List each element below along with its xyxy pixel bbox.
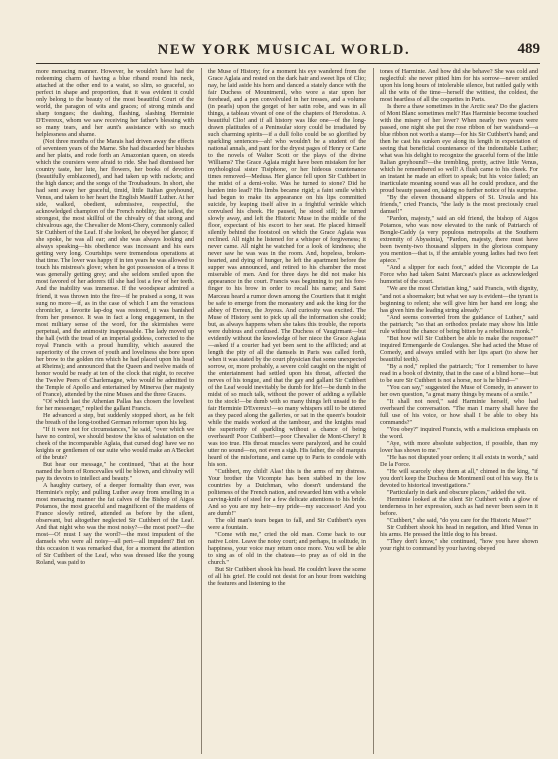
column-2 [208,68,366,754]
paragraph: "By the eleven thousand slippers of St. Ursula and his friends," cried Francis, "the lady is the most preciously cruel damsel!" [380,194,538,216]
paragraph: "But how will Sir Cuthbert be able to make the response?" inquired Ermengarde de Coulanges. She had acted the Muse of Comedy, and always smiled with her lips apart (to show her beautiful teeth). [380,334,538,363]
paragraph: "They don't know," she continued, "how you have shown your right to command by your having obeyed [380,538,538,553]
paragraph: "Particularly in dark and obscure places," added the wit. [387,488,527,496]
paragraph: Sir Cuthbert shook his head in negation, and lifted Venus in his arms. He pressed the little dog to his breast. [380,524,538,539]
column-3 [380,68,538,754]
paragraph: "You obey?" inquired Francis, with a malicious emphasis on the word. [380,425,538,440]
text-columns [36,68,540,754]
page-number: 489 [517,41,540,57]
paragraph: "Cuthbert, my child! Alas! this is the arms of my distress. Your brother the Vicompte has been stabbed in the low countries by a Dutchman, who doesn't understand the politeness of the French nation, and rewarded him with a whole carving-knife of steel for a few delicate attentions to his bride. And so you are my heir—my pride—my successor! And you are dumb!" [208,467,366,517]
paragraph: "We are the most Christian king," said Francis, with dignity, "and not a shoemaker; but what we say is evident—the tyrant is beginning to relent; she will give him her hand ere long; she has given him the leading string already." [380,285,538,314]
header-rule [36,63,540,64]
page-header [28,40,540,62]
paragraph: more menacing manner. However, he wouldn't have had the redeeming charm of having a blue riband round his neck, attached at the other end to a waist, so slim, so graceful, so perfect in shape and proportion, that it was evident it could only belong to the beauty of the most beautiful Court of the world, the paragon of wits and graces; of strong minds and sharp tongues; the dashing, flashing, slashing Herminie D'Evereux, whom we saw receiving her father's blessing with so many tears, and her aunt's assistance with so much helplessness and shame. [36,68,194,139]
paragraph: "And seems converted from the guidance of Luther," said the patriarch; "so that an orthodox prelate may show his little rule without the chance of being bitten by a rebellious monk." [380,313,538,335]
paragraph: (Not three months of the Marais had driven away the effects of seventeen years of the Marne. She had discarded her blushes and her plaits, and rode forth an Amazonian queen, on steeds which the coursiers were afraid to ride. She had dismissed her country taste, her lute, her flowers, her books of devotion (beautifully emblazoned), and had taken up with rackets; and the high dance; and the songs of the Troubadours. In short, she had sent away her graceful, timid, little Italian greyhound, Venus, and taken to her heart the English Mastiff Luther. At her side, walked, obedient, submissive, respectful, the acknowledged champion of the French nobility; the tallest, the strongest, the most skillful of the chivalry of that strong and chivalrous age, the Chevalier de Mont-Chery, commonly called Sir Cuthbert of the Leaf. If she looked, he obeyed her glance; if she spoke, he was all ear; and she was always looking and always speaking—his obedience was incessant and his ears getting very long. Courtships were tremendous operations at that time. The lover was happy if in ten years he was allowed to touch his mistress's glove; when he got possession of a tress it was generally getting grey; and she seldom smiled upon the most favored of her adorers till she had lost a few of her teeth. And the inability was immense. If the woodspear admired a friend, it was thrown into the fire—if he praised a song, it was sung no more—if, as in the case of which I am the veracious chronicler, a favorite lap-dog was restored, it was banished from her presence. It was in fact a long engagement, in the most military sense of the word, for the skirmishes were perpetual, and the animosity inappeasable. The lady moved up the hall (with the tread of an imperial goddess, corrected to the royal Francis with a proud humility, which assured the superiority of the crown of youth and loveliness she bore upon her brow to the golden rim which he had placed upon his head at Rheims); and announced that the Queen and twelve maids of honor would be ready at ten of the clock that night, to receive the Twelve Peers of Charlemagne, who would be admitted to the Temple of Apollo and entertained by Minerva (her majesty of France), attended by the nine Muses and the three Graces. [36,138,194,398]
paragraph: "Pardon, majesty," said an old friend, the bishop of Aigos Potamos, who was now elevated to the rank of Patriarch of Bongle-Caddy (a very populous metropolis at the Southern extremity of Abyssinia), "Pardon, majesty, there must have been twenty-two thousand slippers in the glorious company you mention—that is, if the amiable young ladies had two feet apiece." [380,215,538,265]
paragraph: "Cuthbert," she said, "do you care for the Historic Muse?" [387,517,531,524]
paragraph: "If it were not for circumstances," he said, "over which we have no control, we should bestow the kiss of salutation on the cheek of the incomparable Aglaia, that cursed dog! have we no knights or gentlemen of our suite who would make an A'Becket of the brute? [36,425,194,461]
column-divider [373,68,374,754]
paragraph: the Muse of History; for a moment his eye wandered from the Grace Aglaia and rested on the dark hair and sweet lips of Clio; nay, he laid aside his horn and danced a stately dance with the fair Duchess of Mountmenil, who wore a star upon her forehead, and a pen convolvuled in her tresses, and a volume (in pearls) upon the gorget of her satin robe, and was in all things, a tableau vivant of one of the chapters of Herodotus. A beautiful Clio! and if all history was like one—of the long-drawn platitudes of a Peninsular story could be irradiated by such charming spirits—if a dull folio could be so glorified by sparkling sentences—ah! who wouldn't be a student of the national annals, and pant for the dryest pages of Henry or Carte to the novels of Walter Scott or the plays of the divine Williams? The Grace Aglaia might have been mistaken for her mythological sister Tisiphone, or her hideous countenance times removed—Medusa. Her glance fell upon Sir Cuthbert in the midst of a demi-volte. Was he turned to stone? Did he harden into lead? His limbs became rigid; a faint smile which had begun to make its appearance on his lips committed suicide, by leaping itself alive in a frightful wrinkle which convulsed his cheek. He paused, he stood still; he turned slowly away, and left the Historic Muse in the middle of the floor, expectant of his escort to her seat. He placed himself silently behind the footstool on which the Grace Aglaia was reclined. All night he listened for a whisper of forgiveness; it never came. All night he watched for a look of kindness; she never saw he was was in the room. And, hopeless, broken-hearted, and dying of hunger, he left the apartment before the supper was announced, and retired to his chamber the most miserable of men. And for three days he did not make his appearance in the court. Francis was beginning to put his fore-finger to his brow in order to recall his name; and Saint Marceau heard a rumor down among the Courtiers that it might be safe to emerge from the monastery and ask the king for the abbey of Evreux, the Joyous. And curiosity was excited. The Muse of History sent to pick up all the information she could; but, as always happens when she takes this trouble, the reports were dubious and confused. The Duchess of Vaugirmant—but evidently without the knowledge of her niece the Grace Aglaia—asked if a courier had yet been sent to the afflicted; and at length the pity of all the damsels in Paris was called forth, when it was stated by the court physician that some unexpected sorrow, or, more probably, a severe cold caught on the night of the entertainment had settled upon his throat, affected the nerves of his tongue, and that the gay and gallant Sir Cuthbert of the Leaf would inevitably be dumb for life!—be dumb in the midst of so much talk, without the power of adding a syllable to the stock!—be dumb with so many things left unsaid to the fair Herminie D'Evereux!—so many whispers still to be uttered as they paced along the galleries, or sat in the queen's boudoir while the maids worked at the tambour, and the knights read the superiority of sparkling without a chance of being overheard! Poor Cuthbert!—poor Chevalier de Mont-Chery! It was too true. His throat muscles were paralyzed, and he could utter no sound—no, not even a sigh. His father, the old marquis heard of the misfortune, and came up to Paris to condole with his son. [208,68,366,468]
paragraph: But hear our message," he continued, "that at the hour named the horn of Roncevalles will be blown, and chivalry will pay its devoirs to intellect and beauty." [36,460,194,482]
column-1 [36,68,194,754]
paragraph: "You can say," suggested the Muse of Comedy, in answer to her own question, "a great many things by means of a smile." [380,383,538,398]
paragraph: tones of Harminie. And how did she behave? She was cold and neglectful: she never pitied him for his sorrow—never smiled upon his long hours of intolerable silence, but rattled gaily with all the wits of the time—herself the wittiest, the coldest, the most heartless of all the coquettes in Paris. [380,68,538,104]
paragraph: But Sir Cuthbert shook his head. He couldn't leave the scene of all his grief. He could not desist for an hour from watching the features and listening to the [208,566,366,588]
paragraph: "Aye, with more absolute subjection, if possible, than my lover has shown to me." [380,439,538,454]
paragraph: A haughty curtsey, of a deeper formality than ever, was Herminie's reply; and pulling Luther away from smelling in a most menacing manner the fat calves of the Bishop of Aigos Potamos, the most graceful and magnificent of the maidens of France slowly retired, attended as before by the silent, observant, but altogether neglected Sir Cuthbert of the Leaf. And that night who was the most noisy?—the most poet?—the most—O! must I say the word?—the most impudent of the damsels who were all noisy—all pert—all impudent? But on this occasion it was remarked that, for a moment the attention of Sir Cuthbert of the Leaf, who was dressed like the young Roland, was paid to [36,481,194,567]
paragraph: "He will scarcely obey them at all," chimed in the king, "if you don't keep the Duchess de Montmenil out of his way. He is devoted to historical investigations." [380,467,538,489]
paragraph: He advanced a step, but suddenly stopped short, as he felt the breath of the long-toothed German reformer upon his leg. [36,411,194,426]
paragraph: Herminie looked at the silent Sir Cuthbert with a glow of tenderness in her expression, such as had never been seen in it before. [380,495,538,517]
paragraph: "He has not disputed your orders; it all exists in words," said De la Force. [380,453,538,468]
column-divider [201,68,202,754]
paragraph: "Come with me," cried the old man. Come back to our native Loire. Leave the noisy court; and perhaps, in solitude, in happiness, your voice may return once more. You will be able to sing as of old in the chateau—to pray as of old in the church." [208,531,366,567]
paragraph: "Of which last the Athenian Pallas has chosen the loveliest for her messenger," replied the gallant Francis. [36,397,194,412]
paragraph: The old man's tears began to fall, and Sir Cuthbert's eyes were a fountain. [208,517,366,532]
paragraph: Is there a thaw sometimes in the Arctic sea? Do the glaciers of Mont Blanc sometimes melt? Has Harminie become touched with the misery of her lover? When nearly two years were passed, one night she put the rose ribbon of her waistband—a blue ribbon not worth a stamp—for his Sir Cuthbert's hand; and then he cast his sunken eye along its length in expectation of seeing that beneficial countenance of the indomitable Luther; what was his delight to recognize the graceful form of the little Italian greyhound?—the trembling, pretty, active little Venus, which he remembered so well! A flush came to his cheek. For an instant he made an effort to speak; but his voice failed; an inarticulate moaning sound was all he could produce, and the proud beauty passed on, taking no further notice of his surprise. [380,103,538,195]
paragraph: "It shall not need," said Harminie herself, who had overheard the conversation. "The man I marry shall have the full use of his voice, or how shall I be able to obey his commands?" [380,397,538,426]
paragraph: "By a nod," replied the patriarch; "for I remember to have read in a book of divinity, that in the case of a blind horse—but to be sure Sir Cuthbert is not a horse, nor is he blind—" [380,362,538,384]
running-title: NEW YORK MUSICAL WORLD. [157,42,411,58]
paragraph: "And a slipper for each foot," added the Vicompte de La Force who had taken Saint Marceau's place as acknowledged humorist of the court. [380,264,538,286]
